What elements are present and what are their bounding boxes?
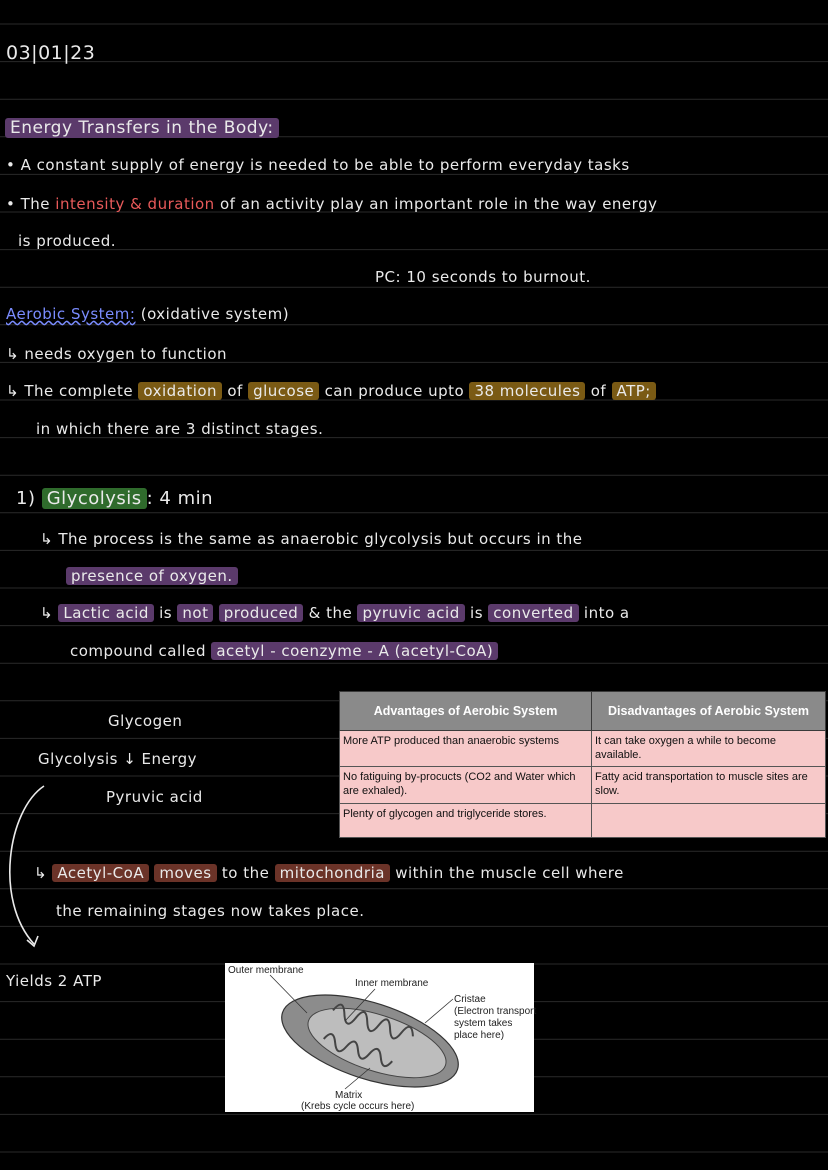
molecules-highlight: 38 molecules <box>469 382 585 400</box>
lactic-acid-highlight: Lactic acid <box>58 604 154 622</box>
bullet-1: • A constant supply of energy is needed to be able to perform everyday tasks <box>6 156 630 174</box>
not-highlight: not <box>177 604 213 622</box>
matrix-label: Matrix <box>335 1090 363 1101</box>
glycolysis-line-1: ↳ The process is the same as anaerobic glycolysis but occurs in the <box>40 530 583 548</box>
glycolysis-line-2-b: & the <box>308 604 353 622</box>
mitochondria-diagram <box>225 963 537 1112</box>
bullet-2-cont: is produced. <box>18 232 117 250</box>
aerobic-line-2-d: of <box>590 382 607 400</box>
bullet-2 <box>6 195 657 213</box>
table-cell: No fatiguing by-procucts (CO2 and Water which are exhaled). <box>340 766 592 803</box>
glycolysis-time: : 4 min <box>146 488 214 509</box>
glycolysis-line-2 <box>40 604 630 622</box>
aerobic-line-1: ↳ needs oxygen to function <box>6 345 228 363</box>
converted-highlight: converted <box>488 604 578 622</box>
glucose-highlight: glucose <box>248 382 319 400</box>
moves-highlight: moves <box>154 864 216 882</box>
acetyl-line-cont: the remaining stages now takes place. <box>56 902 365 920</box>
acetyl-b: within the muscle cell where <box>395 864 624 882</box>
cristae-label: Cristae <box>454 994 486 1005</box>
aerobic-colon: : <box>129 305 136 323</box>
produced-highlight: produced <box>219 604 304 622</box>
table-header-advantages: Advantages of Aerobic System <box>340 692 592 731</box>
compound-called: compound called <box>70 642 207 660</box>
table-cell: More ATP produced than anaerobic systems <box>340 731 592 767</box>
glycolysis-number: 1) <box>16 488 36 509</box>
page-heading <box>5 118 279 138</box>
glycolysis-line-2-d: into a <box>583 604 630 622</box>
aerobic-title-line <box>6 305 289 323</box>
date: 03|01|23 <box>6 42 96 64</box>
cristae-note-2: system takes <box>454 1018 513 1029</box>
aerobic-line-2-b: of <box>227 382 243 400</box>
acetyl-line <box>34 864 624 882</box>
yields-atp: Yields 2 ATP <box>6 972 102 990</box>
diagram-glycolysis: Glycolysis ↓ Energy <box>38 750 198 768</box>
bullet-2-highlight: intensity & duration <box>55 195 215 213</box>
oxidation-highlight: oxidation <box>138 382 222 400</box>
glycolysis-line-2-arrow: ↳ <box>40 604 54 622</box>
heading-highlight: Energy Transfers in the Body: <box>5 118 279 138</box>
acetyl-a: to the <box>221 864 270 882</box>
aerobic-line-2-cont: in which there are 3 distinct stages. <box>36 420 324 438</box>
acetyl-coa-brown: Acetyl-CoA <box>52 864 149 882</box>
table-cell: Plenty of glycogen and triglyceride stores. <box>340 803 592 837</box>
table-header-disadvantages: Disadvantages of Aerobic System <box>592 692 826 731</box>
table-cell: It can take oxygen a while to become available. <box>592 731 826 767</box>
aerobic-table <box>339 691 826 838</box>
diagram-glycogen: Glycogen <box>108 712 183 730</box>
cristae-note-1: (Electron transport <box>454 1006 537 1017</box>
table-cell <box>592 803 826 837</box>
aerobic-line-2 <box>6 382 656 400</box>
glycolysis-title: Glycolysis <box>42 488 147 509</box>
table-row <box>340 803 826 837</box>
outer-membrane-label: Outer membrane <box>228 965 304 976</box>
glycolysis-line-2-c: is <box>470 604 484 622</box>
acetyl-arrow: ↳ <box>34 864 48 882</box>
pc-note: PC: 10 seconds to burnout. <box>375 268 591 286</box>
bullet-2-prefix: • The <box>6 195 51 213</box>
acetyl-coa-highlight: acetyl - coenzyme - A (acetyl-CoA) <box>211 642 498 660</box>
mitochondria-highlight: mitochondria <box>275 864 390 882</box>
glycolysis-line-1-cont <box>66 567 238 585</box>
aerobic-line-2-a: ↳ The complete <box>6 382 134 400</box>
aerobic-line-2-c: can produce upto <box>324 382 465 400</box>
glycolysis-line-2-cont <box>70 642 498 660</box>
glycolysis-heading <box>16 488 213 509</box>
aerobic-subtitle: (oxidative system) <box>140 305 290 323</box>
table-cell: Fatty acid transportation to muscle sites are slow. <box>592 766 826 803</box>
pyruvic-acid-highlight: pyruvic acid <box>357 604 464 622</box>
aerobic-title: Aerobic System <box>6 305 130 323</box>
diagram-pyruvic: Pyruvic acid <box>106 788 203 806</box>
table-row <box>340 731 826 767</box>
mitochondrion-illustration <box>225 963 537 1112</box>
glycolysis-line-2-a: is <box>159 604 173 622</box>
table-row <box>340 766 826 803</box>
inner-membrane-label: Inner membrane <box>355 978 429 989</box>
matrix-note: (Krebs cycle occurs here) <box>301 1101 415 1112</box>
presence-of-oxygen: presence of oxygen. <box>66 567 238 585</box>
bullet-2-suffix: of an activity play an important role in the way energy <box>219 195 658 213</box>
cristae-note-3: place here) <box>454 1030 505 1041</box>
atp-highlight: ATP; <box>612 382 656 400</box>
